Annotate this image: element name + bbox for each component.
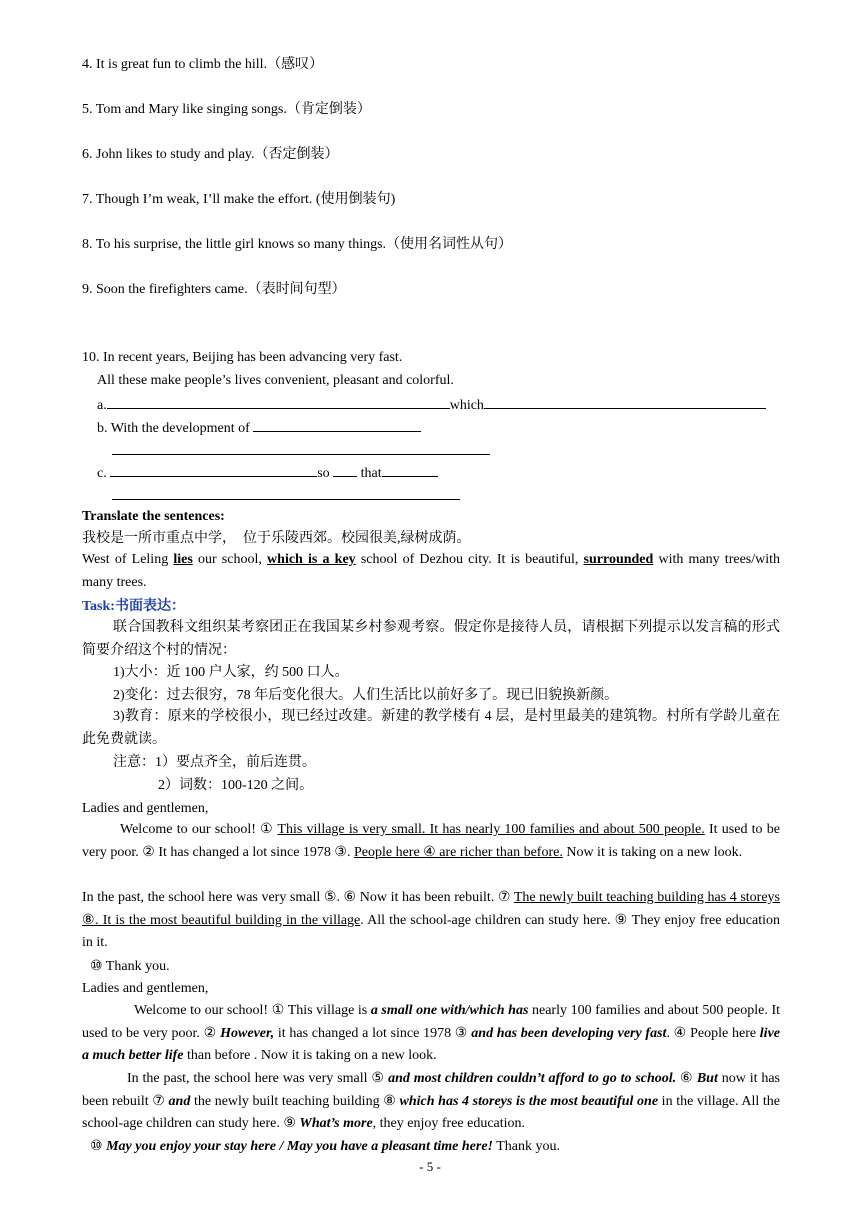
text: Welcome to our school! ① <box>120 822 278 837</box>
text: Welcome to our school! ① This village is <box>134 1003 371 1018</box>
blank-line <box>110 463 317 477</box>
final-closing <box>90 1138 560 1156</box>
surrounded-keyword: surrounded <box>583 552 654 567</box>
exercise-4: 4. It is great fun to climb the hill.（感叹） <box>82 57 324 72</box>
final-greeting: Ladies and gentlemen, <box>82 981 209 996</box>
exercise-6: 6. John likes to study and play.（否定倒装） <box>82 147 339 162</box>
blank-line <box>253 418 421 432</box>
exercise-10c-label: c. <box>97 466 107 481</box>
task-intro: 联合国教科文组织某考察团正在我国某乡村参观考察。假定你是接待人员，请根据下列提示以发言稿的形式简要介绍这个村的情况： <box>82 620 780 658</box>
text: In the past, the school here was very small ⑤. ⑥ Now it has been rebuilt. ⑦ <box>82 890 514 905</box>
which-keyword: which is a key <box>267 552 356 567</box>
emphasis: May you enjoy your stay here / May you have a pleasant time here! <box>106 1139 493 1154</box>
text: , they enjoy free education. <box>372 1116 526 1132</box>
emphasis: and <box>168 1093 191 1109</box>
underlined-text: This village is very small. It has nearly 100 families and about 500 people. <box>277 822 705 837</box>
text: nearly 100 families and about 500 people. It used to be very poor. ② <box>82 1003 780 1041</box>
translate-english <box>82 549 780 594</box>
emphasis: What’s more <box>299 1116 373 1132</box>
text: than before . Now it is taking on a new look. <box>183 1048 437 1064</box>
exercise-7: 7. Though I’m weak, I’ll make the effort. (使用倒装句) <box>82 192 396 207</box>
exercise-10b-continuation <box>112 441 490 461</box>
so-label: so <box>317 466 330 481</box>
text: Thank you. <box>492 1139 560 1154</box>
exercise-8: 8. To his surprise, the little girl knows so many things.（使用名词性从句） <box>82 237 513 252</box>
text: now it has been rebuilt ⑦ <box>82 1071 780 1109</box>
page-number: - 5 - <box>419 1159 441 1174</box>
which-label: which <box>449 398 484 413</box>
task-point-3: 3)教育：原来的学校很小，现已经过改建。新建的教学楼有 4 层，是村里最美的建筑物。村所有学龄儿童在此免费就读。 <box>82 709 780 747</box>
blank-line <box>112 486 460 500</box>
emphasis: and most children couldn’t afford to go to school. <box>388 1071 677 1086</box>
emphasis: and has been developing very fast <box>471 1025 667 1041</box>
exercise-10b <box>97 418 421 438</box>
text: Now it is taking on a new look. <box>562 844 743 860</box>
underlined-text: The newly built teaching building has 4 storeys ⑧. It is the most beautiful building in the village <box>82 890 781 928</box>
exercise-9: 9. Soon the firefighters came.（表时间句型） <box>82 282 346 297</box>
draft-paragraph-2 <box>82 887 780 955</box>
translate-heading: Translate the sentences: <box>82 509 225 524</box>
text: In the past, the school here was very small ⑤ <box>127 1071 389 1086</box>
exercise-5: 5. Tom and Mary like singing songs.（肯定倒装） <box>82 102 371 117</box>
text: West of Leling <box>82 552 174 567</box>
exercise-10a-label: a. <box>97 398 107 413</box>
text: . All the school-age children can study here. ⑨ They enjoy free education in it. <box>82 912 780 951</box>
task-note-1: 注意：1）要点齐全，前后连贯。 <box>113 755 316 770</box>
draft-greeting: Ladies and gentlemen, <box>82 801 209 816</box>
final-paragraph-2 <box>82 1068 780 1136</box>
text: with many trees/with many trees. <box>82 552 781 590</box>
blank-line <box>107 395 450 409</box>
emphasis: But <box>696 1071 718 1086</box>
emphasis: However, <box>220 1025 275 1041</box>
task-point-1: 1)大小：近 100 户人家，约 500 口人。 <box>113 665 349 680</box>
emphasis: a small one with/which has <box>370 1003 529 1018</box>
text: the newly built teaching building ⑧ <box>190 1093 400 1109</box>
draft-paragraph-1 <box>82 819 780 864</box>
exercise-10c-continuation <box>112 486 460 506</box>
task-note-2: 2）词数：100-120 之间。 <box>158 778 314 793</box>
blank-line <box>112 441 490 455</box>
blank-line <box>333 463 357 477</box>
text: school of Dezhou city. It is beautiful, <box>355 552 584 567</box>
final-paragraph-1 <box>82 1000 780 1068</box>
exercise-10-line2: All these make people’s lives convenient, pleasant and colorful. <box>97 373 454 388</box>
emphasis: which has 4 storeys is the most beautiful one <box>399 1093 659 1109</box>
that-label: that <box>360 466 382 481</box>
blank-line <box>484 395 766 409</box>
exercise-10a <box>97 395 766 415</box>
text: in the village. All the school-age children can study here. ⑨ <box>82 1093 781 1132</box>
text: our school, <box>192 552 268 567</box>
text: . ④ People here <box>666 1025 760 1041</box>
draft-closing: ⑩ Thank you. <box>90 959 170 974</box>
blank-line <box>382 463 438 477</box>
exercise-10: 10. In recent years, Beijing has been advancing very fast. <box>82 350 403 365</box>
lies-keyword: lies <box>173 552 193 567</box>
task-point-2: 2)变化：过去很穷，78 年后变化很大。人们生活比以前好多了。现已旧貌换新颜。 <box>113 688 619 703</box>
translate-chinese: 我校是一所市重点中学， 位于乐陵西郊。校园很美,绿树成荫。 <box>82 531 471 546</box>
text: ⑩ <box>90 1139 107 1154</box>
text: ⑥ <box>676 1071 697 1086</box>
exercise-10b-label: b. With the development of <box>97 421 250 436</box>
underlined-text: People here ④ are richer than before. <box>353 844 563 860</box>
exercise-10c <box>97 463 438 483</box>
task-heading: Task:书面表达： <box>82 599 185 614</box>
emphasis: live a much better life <box>82 1025 781 1064</box>
text: it has changed a lot since 1978 ③ <box>274 1025 472 1041</box>
text: It used to be very poor. ② It has changed a lot since 1978 ③. <box>82 822 780 860</box>
